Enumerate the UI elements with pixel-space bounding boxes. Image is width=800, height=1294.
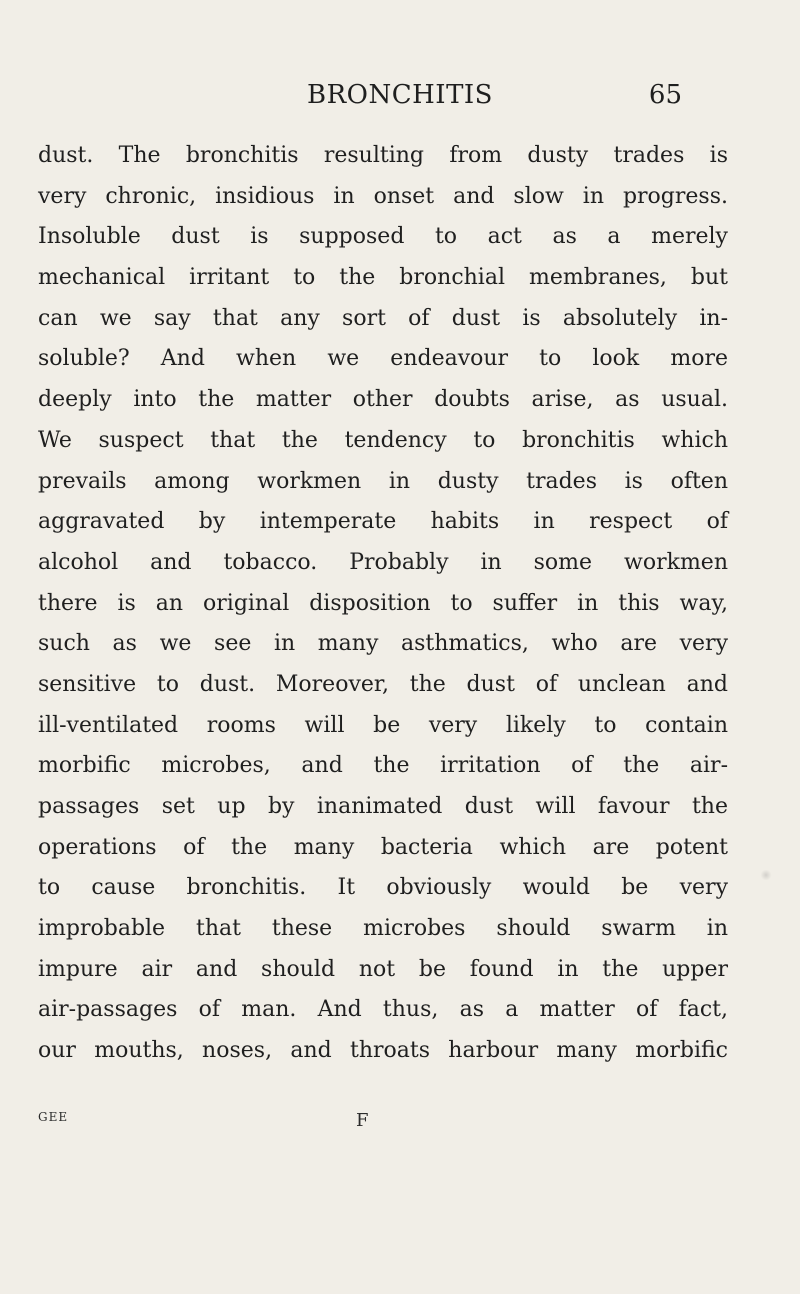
text-line: air-passages of man. And thus, as a matter of fact,	[38, 997, 728, 1023]
text-line: ill-ventilated rooms will be very likely to contain	[38, 712, 728, 738]
text-line: prevails among workmen in dusty trades is often	[38, 468, 728, 494]
signature-mark: GEE	[38, 1110, 69, 1124]
page-blemish	[760, 870, 772, 880]
signature-letter: F	[356, 1110, 369, 1131]
text-line: alcohol and tobacco. Probably in some workmen	[38, 549, 728, 575]
text-line: such as we see in many asthmatics, who are very	[38, 631, 728, 657]
text-line: mechanical irritant to the bronchial membranes, but	[38, 265, 728, 291]
page-number: 65	[648, 80, 682, 110]
text-line: our mouths, noses, and throats harbour many morbific	[38, 1038, 728, 1064]
text-line: can we say that any sort of dust is absolutely in-	[38, 305, 728, 331]
text-line: We suspect that the tendency to bronchitis which	[38, 427, 728, 453]
page-header	[0, 78, 800, 118]
text-line: improbable that these microbes should swarm in	[38, 916, 728, 942]
text-line: soluble? And when we endeavour to look more	[38, 346, 728, 372]
body-text	[38, 136, 728, 1072]
text-line: dust. The bronchitis resulting from dusty trades is	[38, 143, 728, 168]
text-line: very chronic, insidious in onset and slow in progress.	[38, 183, 728, 209]
text-line: Insoluble dust is supposed to act as a merely	[38, 224, 728, 250]
text-line: passages set up by inanimated dust will favour the	[38, 794, 728, 819]
text-line: impure air and should not be found in the upper	[38, 956, 728, 982]
text-line: there is an original disposition to suffer in this way,	[38, 590, 728, 616]
text-line: to cause bronchitis. It obviously would be very	[38, 875, 728, 901]
text-line: operations of the many bacteria which are potent	[38, 834, 728, 860]
text-line: deeply into the matter other doubts arise, as usual.	[38, 387, 728, 413]
text-line: morbific microbes, and the irritation of the air-	[38, 753, 728, 779]
text-line: sensitive to dust. Moreover, the dust of unclean and	[38, 671, 728, 697]
running-head: BRONCHITIS	[306, 80, 493, 110]
text-line: aggravated by intemperate habits in respect of	[38, 509, 728, 535]
